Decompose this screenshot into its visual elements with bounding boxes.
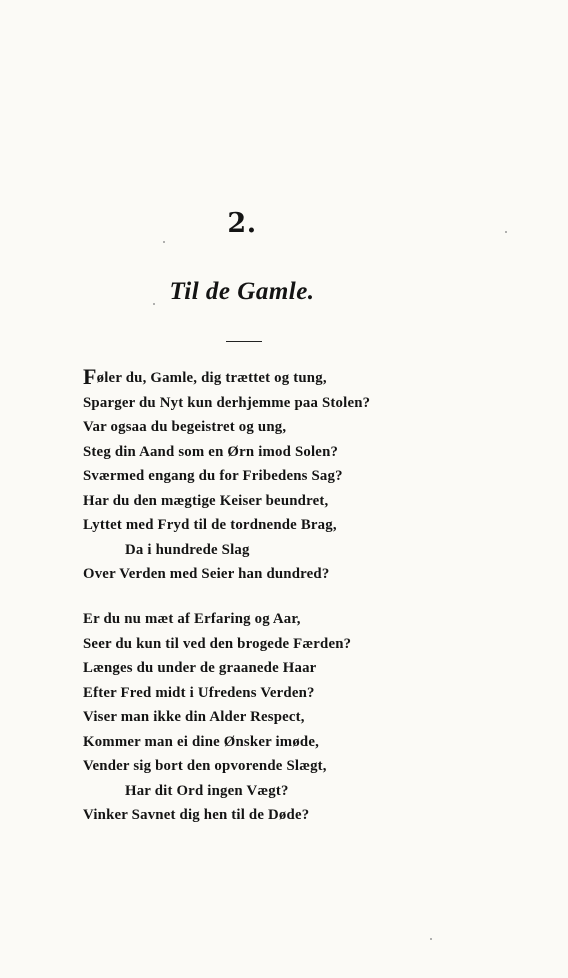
verse-line: Steg din Aand som en Ørn imod Solen? [83, 443, 339, 460]
paper-speck [430, 938, 432, 940]
verse-line: Over Verden med Seier han dundred? [83, 566, 330, 582]
paper-speck [153, 303, 155, 305]
paper-speck [163, 241, 165, 243]
verse-line: Kommer man ei dine Ønsker imøde, [83, 733, 320, 750]
drop-cap: F [83, 364, 97, 389]
stanza-2 [83, 607, 403, 828]
stanza-1 [83, 366, 403, 587]
verse-line: Vinker Savnet dig hen til de Døde? [83, 807, 310, 823]
verse-line: Sparger du Nyt kun derhjemme paa Stolen? [83, 394, 371, 411]
verse-line: Længes du under de graanede Haar [83, 660, 317, 676]
verse-line-text: øler du, Gamle, dig trættet og tung, [96, 370, 327, 386]
verse-line: Viser man ikke din Alder Respect, [83, 709, 305, 725]
verse-line: Vender sig bort den opvorende Slægt, [83, 758, 327, 774]
title-divider [226, 341, 262, 342]
paper-speck [505, 231, 507, 233]
verse-line: Sværmed engang du for Fribedens Sag? [83, 468, 343, 484]
verse-line-indented: Har dit Ord ingen Vægt? [125, 782, 289, 799]
verse-line: Lyttet med Fryd til de tordnende Brag, [83, 517, 337, 533]
verse-line: Har du den mægtige Keiser beundret, [83, 492, 329, 509]
verse-line-indented: Da i hundrede Slag [125, 541, 250, 558]
poem-number: 2. [227, 208, 257, 239]
poem-title: Til de Gamle. [169, 278, 315, 305]
verse-line: Efter Fred midt i Ufredens Verden? [83, 684, 315, 701]
verse-line [83, 366, 403, 391]
verse-line: Seer du kun til ved den brogede Færden? [83, 635, 352, 652]
verse-line: Er du nu mæt af Erfaring og Aar, [83, 611, 301, 627]
verse-line: Var ogsaa du begeistret og ung, [83, 419, 287, 435]
